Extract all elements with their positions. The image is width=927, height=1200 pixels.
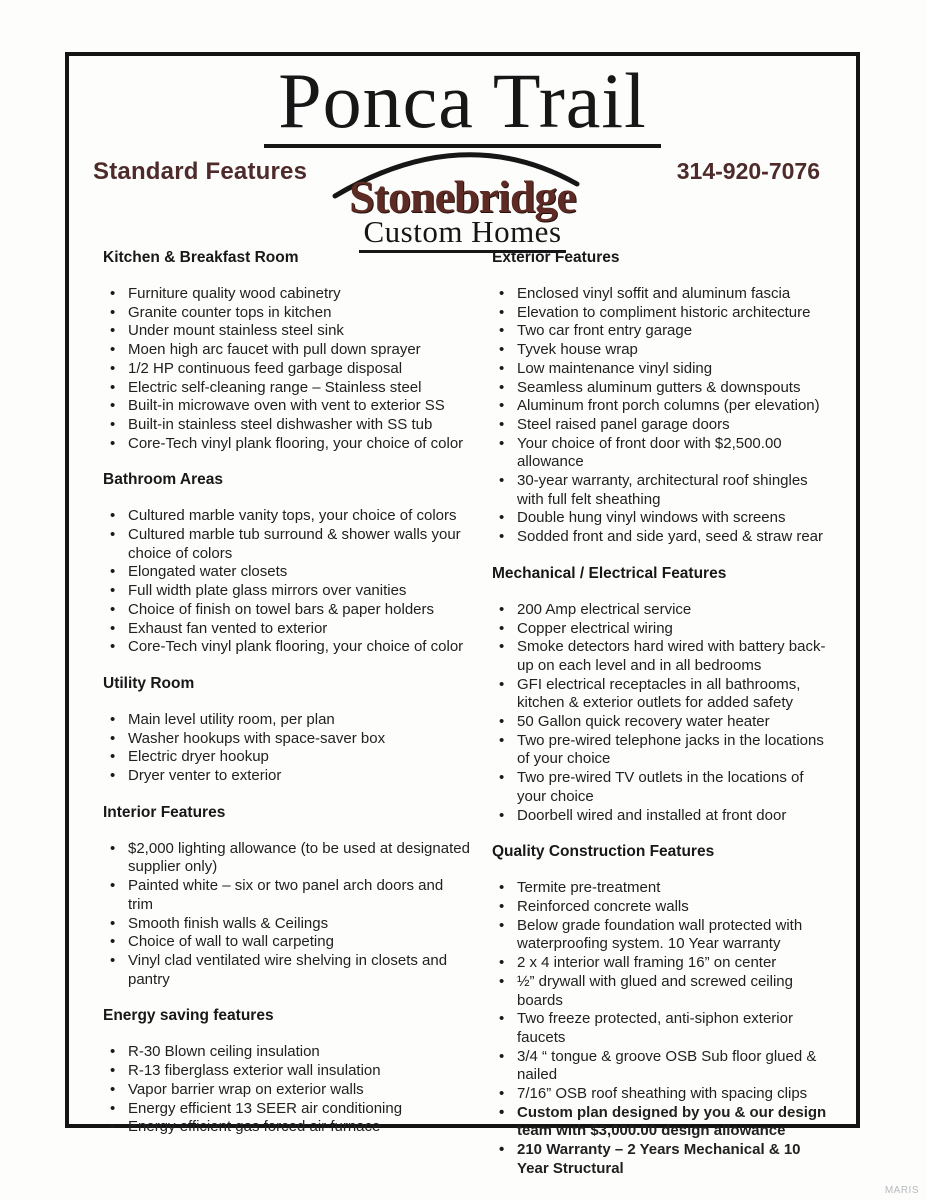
- section-heading: Kitchen & Breakfast Room: [103, 249, 299, 266]
- stonebridge-logo: [303, 144, 623, 253]
- feature-item: • Granite counter tops in kitchen: [103, 304, 470, 323]
- section-heading: Energy saving features: [103, 1007, 274, 1025]
- feature-item: • Two pre-wired TV outlets in the locations of your choice: [492, 769, 828, 806]
- feature-item: • Copper electrical wiring: [492, 620, 828, 639]
- feature-item: • Custom plan designed by you & our design team with $3,000.00 design allowance: [492, 1104, 828, 1141]
- feature-item: • ½” drywall with glued and screwed ceiling boards: [492, 973, 828, 1010]
- feature-item: • Seamless aluminum gutters & downspouts: [492, 379, 828, 398]
- feature-list: [103, 711, 470, 786]
- phone-number: 314-920-7076: [676, 158, 820, 184]
- feature-item: • Core-Tech vinyl plank flooring, your choice of color: [103, 638, 470, 657]
- feature-item: • GFI electrical receptacles in all bathrooms, kitchen & exterior outlets for added safety: [492, 676, 828, 713]
- feature-section: [492, 248, 828, 547]
- feature-item: • Low maintenance vinyl siding: [492, 360, 828, 379]
- feature-item: • 7/16” OSB roof sheathing with spacing clips: [492, 1085, 828, 1104]
- feature-item: • Elongated water closets: [103, 563, 470, 582]
- feature-item: • $2,000 lighting allowance (to be used at designated supplier only): [103, 840, 470, 877]
- feature-list: [103, 507, 470, 657]
- feature-item: • Built-in stainless steel dishwasher with SS tub: [103, 416, 470, 435]
- feature-item: • Built-in microwave oven with vent to exterior SS: [103, 397, 470, 416]
- section-heading: Interior Features: [103, 803, 226, 821]
- feature-item: • R-30 Blown ceiling insulation: [103, 1043, 470, 1062]
- feature-item: • Electric self-cleaning range – Stainless steel: [103, 379, 470, 398]
- page-title: Ponca Trail: [264, 62, 661, 148]
- feature-item: • Choice of wall to wall carpeting: [103, 933, 470, 952]
- feature-item: • Under mount stainless steel sink: [103, 322, 470, 341]
- feature-section: [103, 803, 470, 990]
- feature-item: • Smoke detectors hard wired with battery back-up on each level and in all bedrooms: [492, 638, 828, 675]
- feature-item: • Cultured marble tub surround & shower walls your choice of colors: [103, 526, 470, 563]
- feature-item: • Termite pre-treatment: [492, 879, 828, 898]
- feature-item: • Enclosed vinyl soffit and aluminum fascia: [492, 285, 828, 304]
- section-heading: Exterior Features: [492, 249, 620, 266]
- feature-item: • Vapor barrier wrap on exterior walls: [103, 1081, 470, 1100]
- feature-section: [492, 564, 828, 825]
- feature-item: • Steel raised panel garage doors: [492, 416, 828, 435]
- title-wrap: [69, 57, 856, 148]
- feature-item: • 3/4 “ tongue & groove OSB Sub floor glued & nailed: [492, 1048, 828, 1085]
- feature-section: [103, 248, 470, 453]
- section-heading: Mechanical / Electrical Features: [492, 564, 727, 582]
- feature-section: [492, 842, 828, 1178]
- feature-item: • 210 Warranty – 2 Years Mechanical & 10 Year Structural: [492, 1141, 828, 1178]
- feature-item: • Energy efficient gas forced air furnace: [103, 1118, 470, 1137]
- feature-item: • Washer hookups with space-saver box: [103, 730, 470, 749]
- section-heading: Quality Construction Features: [492, 843, 715, 861]
- feature-item: • Energy efficient 13 SEER air conditioning: [103, 1100, 470, 1119]
- feature-item: • Furniture quality wood cabinetry: [103, 285, 470, 304]
- feature-item: • R-13 fiberglass exterior wall insulation: [103, 1062, 470, 1081]
- feature-item: • 30-year warranty, architectural roof shingles with full felt sheathing: [492, 472, 828, 509]
- feature-item: • Below grade foundation wall protected with waterproofing system. 10 Year warranty: [492, 917, 828, 954]
- right-column: [492, 248, 828, 1179]
- feature-item: • Smooth finish walls & Ceilings: [103, 915, 470, 934]
- section-heading: Utility Room: [103, 674, 195, 692]
- feature-item: • Sodded front and side yard, seed & straw rear: [492, 528, 828, 547]
- feature-item: • 1/2 HP continuous feed garbage disposal: [103, 360, 470, 379]
- feature-item: • Core-Tech vinyl plank flooring, your choice of color: [103, 435, 470, 454]
- feature-item: • Cultured marble vanity tops, your choice of colors: [103, 507, 470, 526]
- feature-item: • Electric dryer hookup: [103, 748, 470, 767]
- section-heading: Bathroom Areas: [103, 471, 224, 489]
- feature-item: • Double hung vinyl windows with screens: [492, 509, 828, 528]
- feature-list: [103, 1043, 470, 1137]
- feature-item: • Two pre-wired telephone jacks in the locations of your choice: [492, 732, 828, 769]
- feature-item: • 200 Amp electrical service: [492, 601, 828, 620]
- feature-item: • Moen high arc faucet with pull down sprayer: [103, 341, 470, 360]
- feature-item: • Main level utility room, per plan: [103, 711, 470, 730]
- feature-section: [103, 470, 470, 657]
- feature-item: • Dryer venter to exterior: [103, 767, 470, 786]
- feature-item: • Full width plate glass mirrors over vanities: [103, 582, 470, 601]
- feature-item: • Two car front entry garage: [492, 322, 828, 341]
- maris-watermark: MARIS: [884, 1185, 919, 1196]
- feature-item: • 50 Gallon quick recovery water heater: [492, 713, 828, 732]
- feature-list: [103, 285, 470, 453]
- feature-item: • Exhaust fan vented to exterior: [103, 620, 470, 639]
- logo-name: Stonebridge: [349, 171, 576, 222]
- feature-list: [492, 285, 828, 547]
- feature-item: • Reinforced concrete walls: [492, 898, 828, 917]
- features-content: [103, 248, 828, 1179]
- left-column: [103, 248, 470, 1179]
- feature-item: • Choice of finish on towel bars & paper holders: [103, 601, 470, 620]
- feature-item: • 2 x 4 interior wall framing 16” on center: [492, 954, 828, 973]
- feature-item: • Doorbell wired and installed at front door: [492, 807, 828, 826]
- feature-item: • Your choice of front door with $2,500.00 allowance: [492, 435, 828, 472]
- feature-item: • Painted white – six or two panel arch doors and trim: [103, 877, 470, 914]
- feature-item: • Tyvek house wrap: [492, 341, 828, 360]
- feature-section: [103, 1006, 470, 1137]
- feature-list: [492, 879, 828, 1178]
- feature-list: [103, 840, 470, 990]
- feature-item: • Two freeze protected, anti-siphon exterior faucets: [492, 1010, 828, 1047]
- feature-list: [492, 601, 828, 825]
- standard-features-label: Standard Features: [93, 158, 308, 185]
- logo-tagline: Custom Homes: [359, 216, 565, 253]
- feature-item: • Aluminum front porch columns (per elevation): [492, 397, 828, 416]
- flyer-border-box: [65, 52, 860, 1177]
- feature-item: • Elevation to compliment historic architecture: [492, 304, 828, 323]
- feature-item: • Vinyl clad ventilated wire shelving in closets and pantry: [103, 952, 470, 989]
- feature-section: [103, 674, 470, 786]
